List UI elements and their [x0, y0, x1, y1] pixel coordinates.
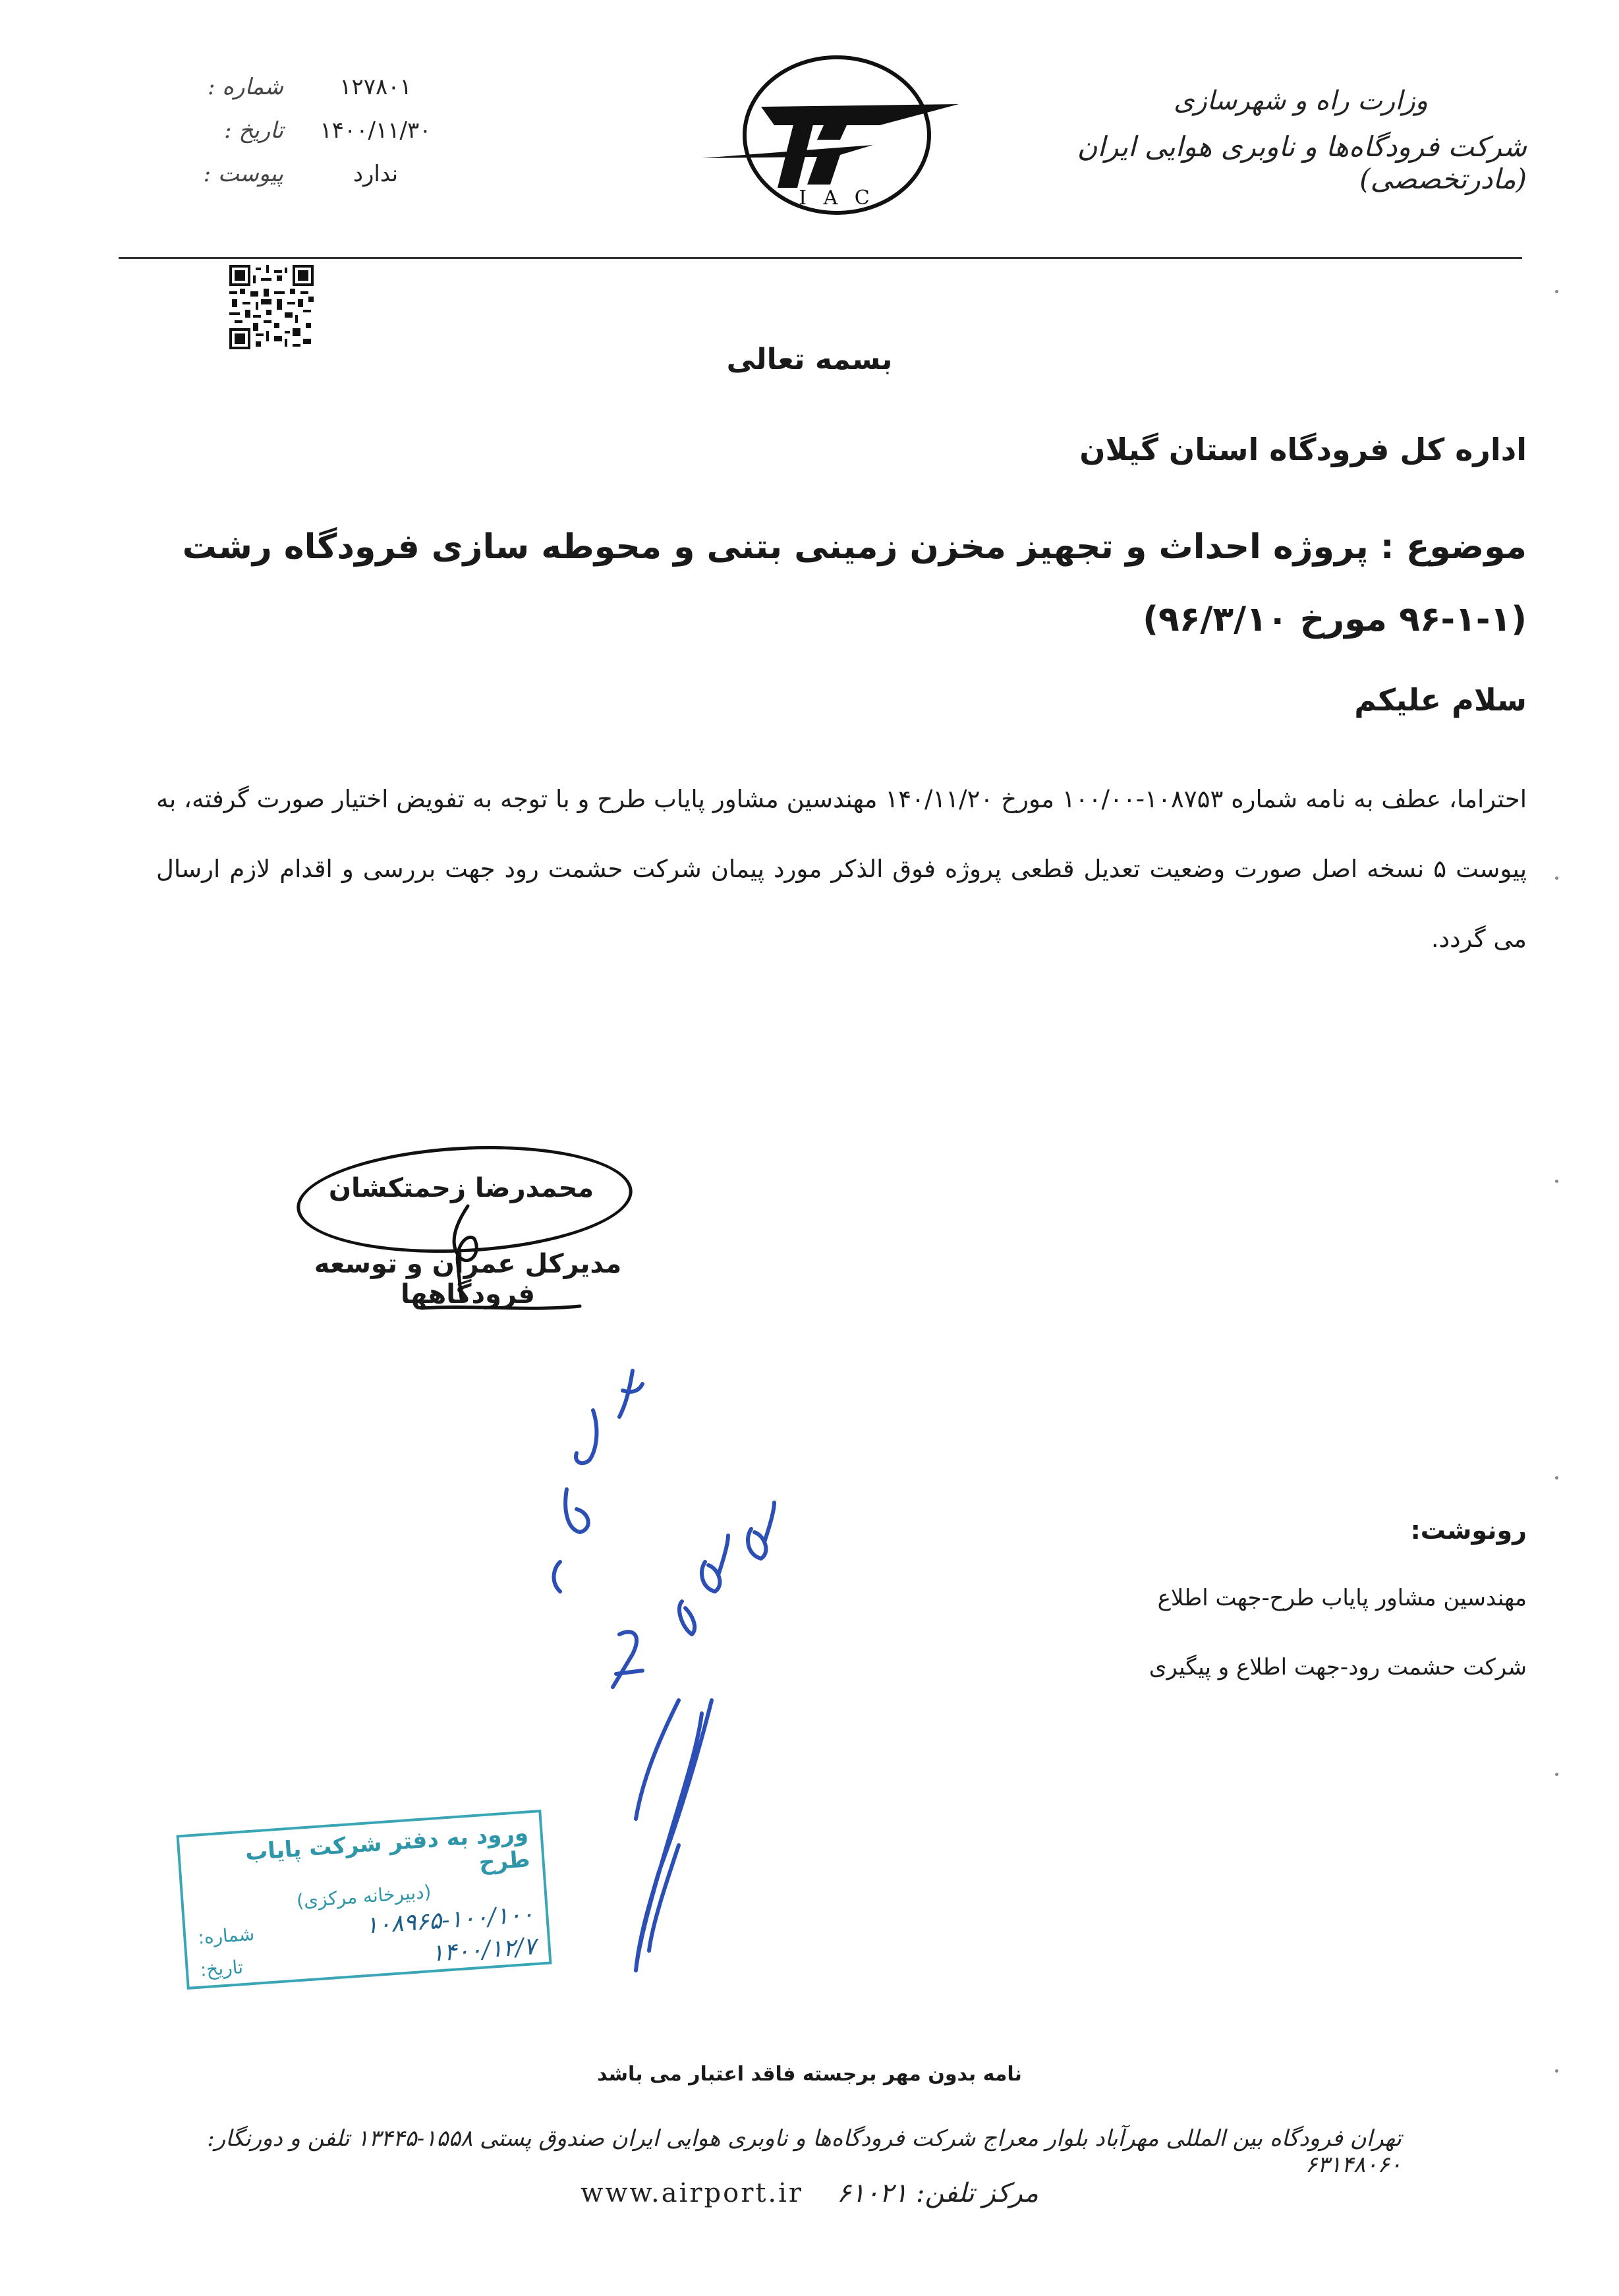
scan-mark: [1555, 1476, 1558, 1479]
stamp-number-value: ۱۰۸۹۶۵-۱۰۰/۱۰۰: [364, 1901, 535, 1939]
footer-address: تهران فرودگاه بین المللی مهرآباد بلوار معراج شرکت فرودگاه‌ها و ناوبری هوایی ایران صندوق پستی ۱۵۵۸-۱۳۴۴۵ تلفن و دورنگار: ۶۳۱۴۸۰۶۰: [207, 2125, 1402, 2178]
iac-logo: [682, 46, 979, 217]
scan-mark: [1555, 2069, 1558, 2073]
scan-mark: [1555, 290, 1558, 293]
cc-item: مهندسین مشاور پایاب طرح-جهت اطلاع: [1157, 1585, 1527, 1611]
letter-metadata: [178, 74, 455, 204]
company-name: شرکت فرودگاه‌ها و ناوبری هوایی ایران (مادرتخصصی): [1077, 130, 1527, 195]
scan-mark: [1555, 1180, 1558, 1183]
ministry-name: وزارت راه و شهرسازی: [1174, 86, 1428, 116]
stamp-title: ورود به دفتر شرکت پایاب طرح: [244, 1820, 531, 1876]
received-stamp: [176, 1810, 552, 1990]
meta-row-date: [178, 117, 455, 161]
qr-code-icon: [229, 265, 314, 349]
letter-date: ۱۴۰۰/۱۱/۳۰: [320, 117, 432, 144]
website-link[interactable]: www.airport.ir: [581, 2178, 804, 2208]
signature-scribble: [409, 1199, 593, 1331]
letterhead-organization: [986, 86, 1527, 195]
meta-row-attachment: [178, 161, 455, 204]
logo-text: I A C: [799, 187, 875, 210]
addressee: اداره کل فرودگاه استان گیلان: [1079, 432, 1527, 467]
stamp-date-label: تاریخ:: [199, 1956, 244, 1981]
footer-contact: [0, 2178, 1619, 2208]
scan-mark: [1555, 1773, 1558, 1776]
letter-number: ۱۲۷۸۰۱: [339, 74, 412, 100]
stamp-subtitle: (دبیرخانه مرکزی): [295, 1880, 432, 1912]
signer-name: محمدرضا زحمتکشان: [328, 1173, 594, 1203]
greeting: سلام علیکم: [1354, 682, 1527, 718]
cc-item: شرکت حشمت رود-جهت اطلاع و پیگیری: [1149, 1654, 1527, 1680]
meta-label: تاریخ :: [224, 117, 283, 144]
invocation: بسمه تعالی: [726, 343, 893, 376]
letter-body: احتراما، عطف به نامه شماره ۱۰۸۷۵۳-۱۰۰/۰۰ مورخ ۱۴۰/۱۱/۲۰ مهندسین مشاور پایاب طرح و با توجه به تفویض اختیار صورت گرفته، به پیوست ۵ نسخه اصل صورت وضعیت تعدیل قطعی پروژه فوق الذکر مورد پیمان شرکت حشمت رود جهت بررسی و اقدام لازم ارسال می گردد.: [156, 785, 1527, 953]
meta-label: پیوست :: [203, 161, 283, 187]
meta-label: شماره :: [208, 74, 283, 100]
switchboard-number: مرکز تلفن: ۶۱۰۲۱: [836, 2178, 1038, 2208]
cc-title: رونوشت:: [1410, 1516, 1527, 1545]
stamp-number-label: شماره:: [197, 1922, 256, 1949]
meta-row-number: [178, 74, 455, 117]
signer-title: مدیرکل عمران و توسعه فرودگاهها: [314, 1249, 622, 1309]
header-divider: [119, 257, 1522, 259]
scan-mark: [1555, 876, 1558, 880]
letter-attachment: ندارد: [353, 161, 399, 187]
footer-validity-note: نامه بدون مهر برجسته فاقد اعتبار می باشد: [597, 2063, 1022, 2086]
stamp-date-value: ۱۴۰۰/۱۲/۷: [430, 1933, 538, 1968]
subject-line: موضوع : پروژه احداث و تجهیز مخزن زمینی بتنی و محوطه سازی فرودگاه رشت (۱-۱-۹۶ مورخ ۹۶/۳/۱۰): [182, 527, 1527, 639]
